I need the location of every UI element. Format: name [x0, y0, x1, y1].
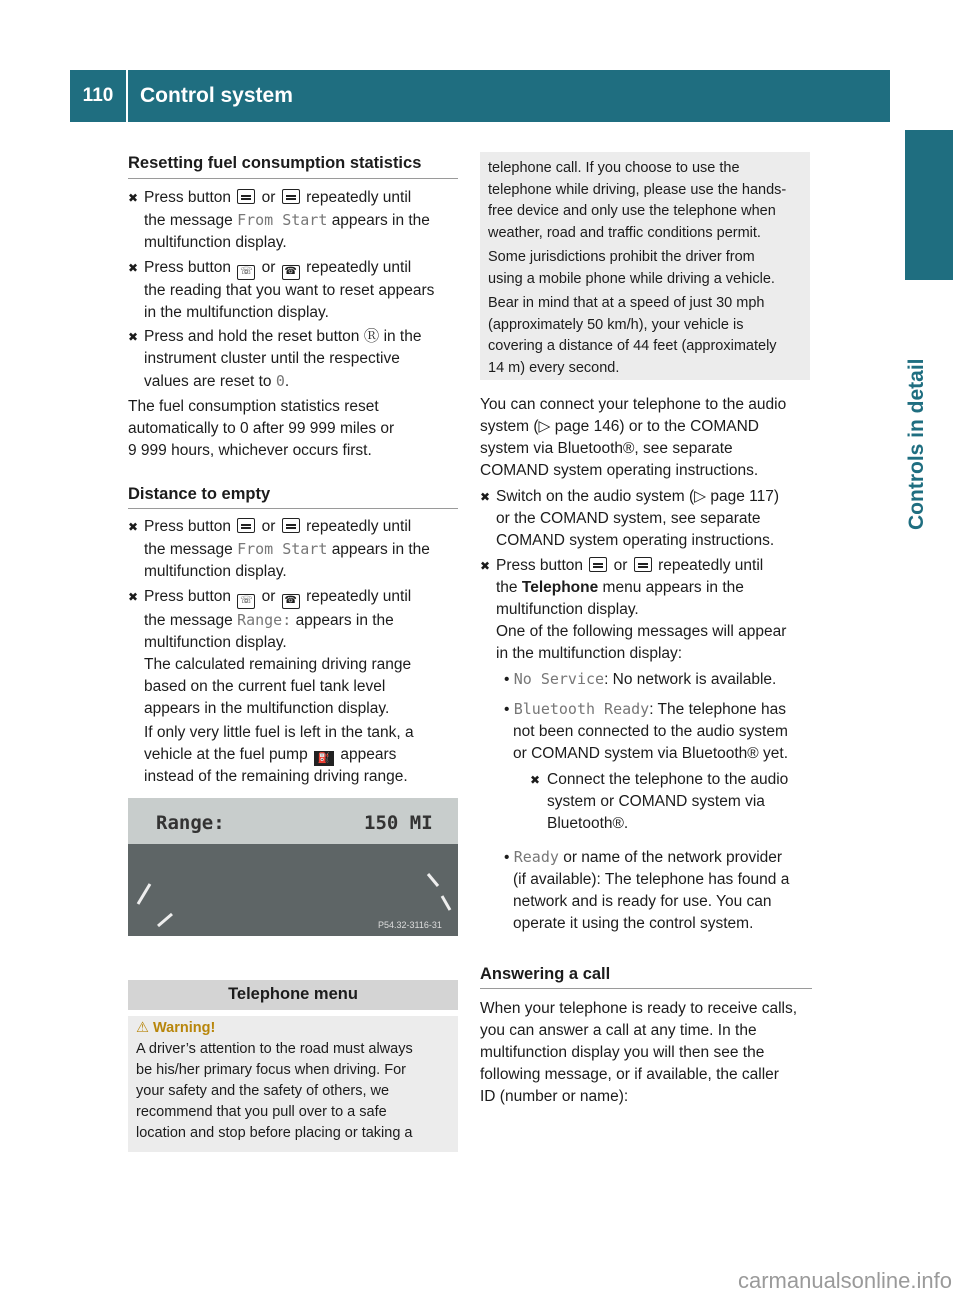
reset-paragraph: The fuel consumption statistics reset automatically to 0 after 99 999 miles or 9 999 hours, whichever occurs first.	[128, 398, 395, 459]
page-title: Control system	[140, 84, 293, 107]
step-arrow-icon: ✖	[480, 559, 491, 573]
reset-step-1: Press button or repeatedly until the message From Start appears in the multifunction display.	[144, 189, 430, 251]
menu-down-button-icon	[282, 189, 300, 204]
menu-up-button-icon	[237, 189, 255, 204]
page-number: 110	[82, 85, 114, 106]
step-arrow-icon: ✖	[128, 330, 139, 344]
bullet-icon: •	[504, 701, 510, 718]
bullet-icon: •	[504, 849, 510, 866]
reset-button-icon: Ⓡ	[363, 328, 380, 345]
figure-code: P54.32-3116-31	[378, 920, 442, 930]
watermark: carmanualsonline.info	[737, 1268, 952, 1293]
menu-down-button-icon	[634, 557, 652, 572]
section-title-reset: Resetting fuel consumption statistics	[128, 154, 422, 172]
distance-step-2: Press button ☏ or ☎ repeatedly until the message Range: appears in the multifunction display. The calculated remaining driving range based on the current fuel tank level appears in the multifunction display. If only very little fuel is left in the tank, a vehicle at the fuel pump ⛽ appears instead of the remaining driving range.	[144, 588, 414, 785]
phone-end-icon: ☎	[282, 594, 300, 609]
press-telephone-step: Press button or repeatedly until the Telephone menu appears in the multifunction display. One of the following messages will appear in the multifunction display:	[496, 557, 787, 662]
bullet-icon: •	[504, 671, 510, 688]
bullet-bluetooth-ready: • Bluetooth Ready: The telephone has not been connected to the audio system or COMAND system via Bluetooth® yet.	[504, 700, 789, 762]
connect-telephone-step: Connect the telephone to the audio system or COMAND system via Bluetooth®.	[547, 771, 789, 832]
switch-on-step: Switch on the audio system (▷ page 117) or the COMAND system, see separate COMAND system operating instructions.	[496, 488, 780, 549]
phone-answer-icon: ☏	[237, 265, 255, 280]
bullet-ready: • Ready or name of the network provider (if available): The telephone has found a network and is ready for use. You can operate it using the control system.	[504, 848, 790, 932]
step-arrow-icon: ✖	[128, 261, 139, 275]
divider	[480, 988, 812, 989]
warning-continued-content: telephone call. If you choose to use the telephone while driving, please use the hands- free device and only use the telephone when weather, road and traffic conditions permit. Some jurisdictions prohibit the driver from using a mobile phone while driving a vehicle. Bear in mind that at a speed of just 30 mph (approximately 50 km/h), your vehicle is covering a distance of 44 feet (approximately 14 m) every second.	[488, 160, 787, 376]
section-title-telephone: Telephone menu	[228, 985, 358, 1003]
step-arrow-icon: ✖	[530, 773, 541, 787]
header-divider	[126, 70, 128, 122]
warning-icon: ⚠	[136, 1020, 149, 1036]
menu-up-button-icon	[237, 518, 255, 533]
step-arrow-icon: ✖	[128, 191, 139, 205]
divider	[128, 508, 458, 509]
menu-down-button-icon	[282, 518, 300, 533]
connect-paragraph: You can connect your telephone to the audio system (▷ page 146) or to the COMAND system via Bluetooth®, see separate COMAND system operating instructions.	[480, 396, 787, 479]
section-title-answer: Answering a call	[480, 965, 611, 983]
range-label: Range:	[156, 812, 225, 834]
divider	[128, 178, 458, 179]
step-arrow-icon: ✖	[480, 490, 491, 504]
bullet-no-service: • No Service: No network is available.	[504, 670, 777, 688]
step-arrow-icon: ✖	[128, 520, 139, 534]
reset-step-3: Press and hold the reset button Ⓡ in the instrument cluster until the respective values are reset to 0.	[144, 328, 422, 390]
reset-step-2: Press button ☏ or ☎ repeatedly until the reading that you want to reset appears in the multifunction display.	[144, 259, 435, 321]
answer-paragraph: When your telephone is ready to receive calls, you can answer a call at any time. In the multifunction display you will then see the following message, or if available, the caller ID (number or name):	[480, 1000, 798, 1105]
sidebar-tab	[905, 130, 953, 280]
warning-content: ⚠ Warning! A driver’s attention to the road must always be his/her primary focus when driving. For your safety and the safety of others, we recommend that you pull over to a safe location and stop before placing or taking a	[136, 1020, 413, 1141]
sidebar-label-wrap	[880, 300, 960, 540]
step-arrow-icon: ✖	[128, 590, 139, 604]
fuel-pump-icon: ⛽	[314, 751, 334, 766]
range-display-figure	[128, 798, 458, 936]
section-title-distance: Distance to empty	[128, 485, 271, 503]
menu-up-button-icon	[589, 557, 607, 572]
distance-step-1: Press button or repeatedly until the message From Start appears in the multifunction display.	[144, 518, 430, 580]
phone-end-icon: ☎	[282, 265, 300, 280]
sidebar-label: Controls in detail	[905, 358, 928, 530]
range-value: 150 MI	[364, 812, 433, 834]
phone-answer-icon: ☏	[237, 594, 255, 609]
